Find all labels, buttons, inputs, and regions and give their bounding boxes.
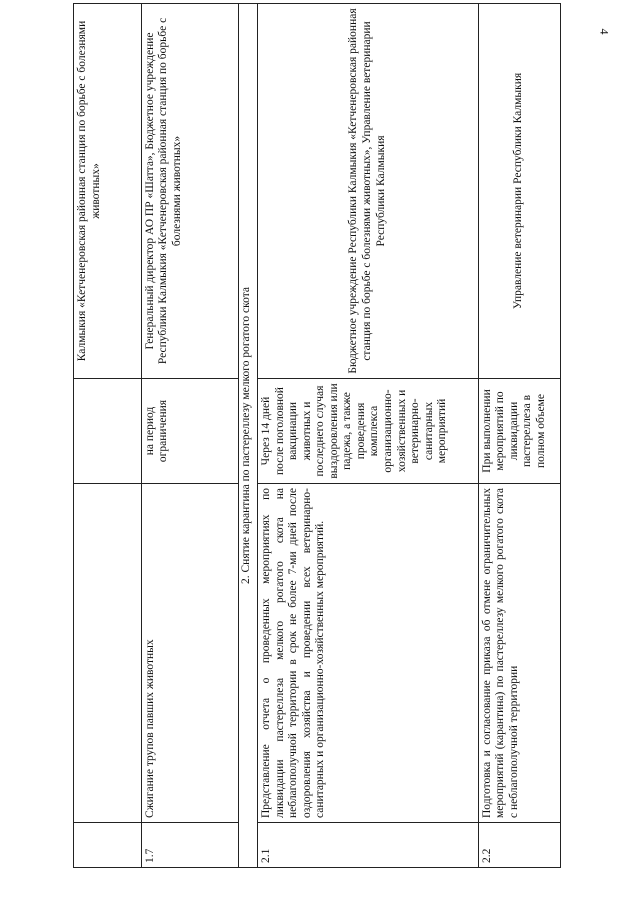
cell-responsible: Калмыкия «Кетченеровская районная станция по борьбе с болезнями животных» <box>74 4 142 379</box>
cell-num <box>74 823 142 868</box>
cell-num: 2.2 <box>478 823 560 868</box>
page-number: 4 <box>597 28 612 35</box>
cell-action: Подготовка и согласование приказа об отмене ограничительных мероприятий (карантина) по пастереллезу мелкого рогатого скота с неблагополучной территории <box>478 484 560 823</box>
cell-num: 1.7 <box>141 823 238 868</box>
table-row <box>257 4 478 868</box>
cell-term: на период ограничения <box>141 379 238 484</box>
cell-responsible: Управление ветеринарии Республики Калмыкия <box>478 4 560 379</box>
cell-term: При выполнении мероприятий по ликвидации пастереллеза в полном объеме <box>478 379 560 484</box>
cell-responsible: Генеральный директор АО ПР «Шатта», Бюджетное учреждение Республики Калмыкия «Кетченеровская районная станция по борьбе с болезнями животных» <box>141 4 238 379</box>
cell-responsible: Бюджетное учреждение Республики Калмыкия «Кетченеровская районная станция по борьбе с болезнями животных», Управление ветеринарии Республики Калмыкия <box>257 4 478 379</box>
table-row <box>141 4 238 868</box>
cell-action: Представление отчета о проведенных мероприятиях по ликвидации пастереллеза мелкого рогатого скота на неблагополучной территории в срок не более 7-ми дней после оздоровления хозяйства и проведении всех ветеринарно-санитарных и организационно-хозяйственных мероприятий. <box>257 484 478 823</box>
table-row <box>74 4 142 868</box>
cell-term <box>74 379 142 484</box>
cell-term: Через 14 дней после поголовной вакцинации животных и последнего случая выздоровления или падежа, а также проведения комплекса организационно-хозяйственных и ветеринарно-санитарных мероприятий <box>257 379 478 484</box>
section-header-row <box>239 4 258 868</box>
rotated-table-sheet <box>73 8 561 868</box>
cell-action: Сжигание трупов павших животных <box>141 484 238 823</box>
cell-num: 2.1 <box>257 823 478 868</box>
table-row <box>478 4 560 868</box>
measures-table <box>73 3 561 868</box>
cell-action <box>74 484 142 823</box>
section-title: 2. Снятие карантина по пастереллезу мелкого рогатого скота <box>239 4 258 868</box>
